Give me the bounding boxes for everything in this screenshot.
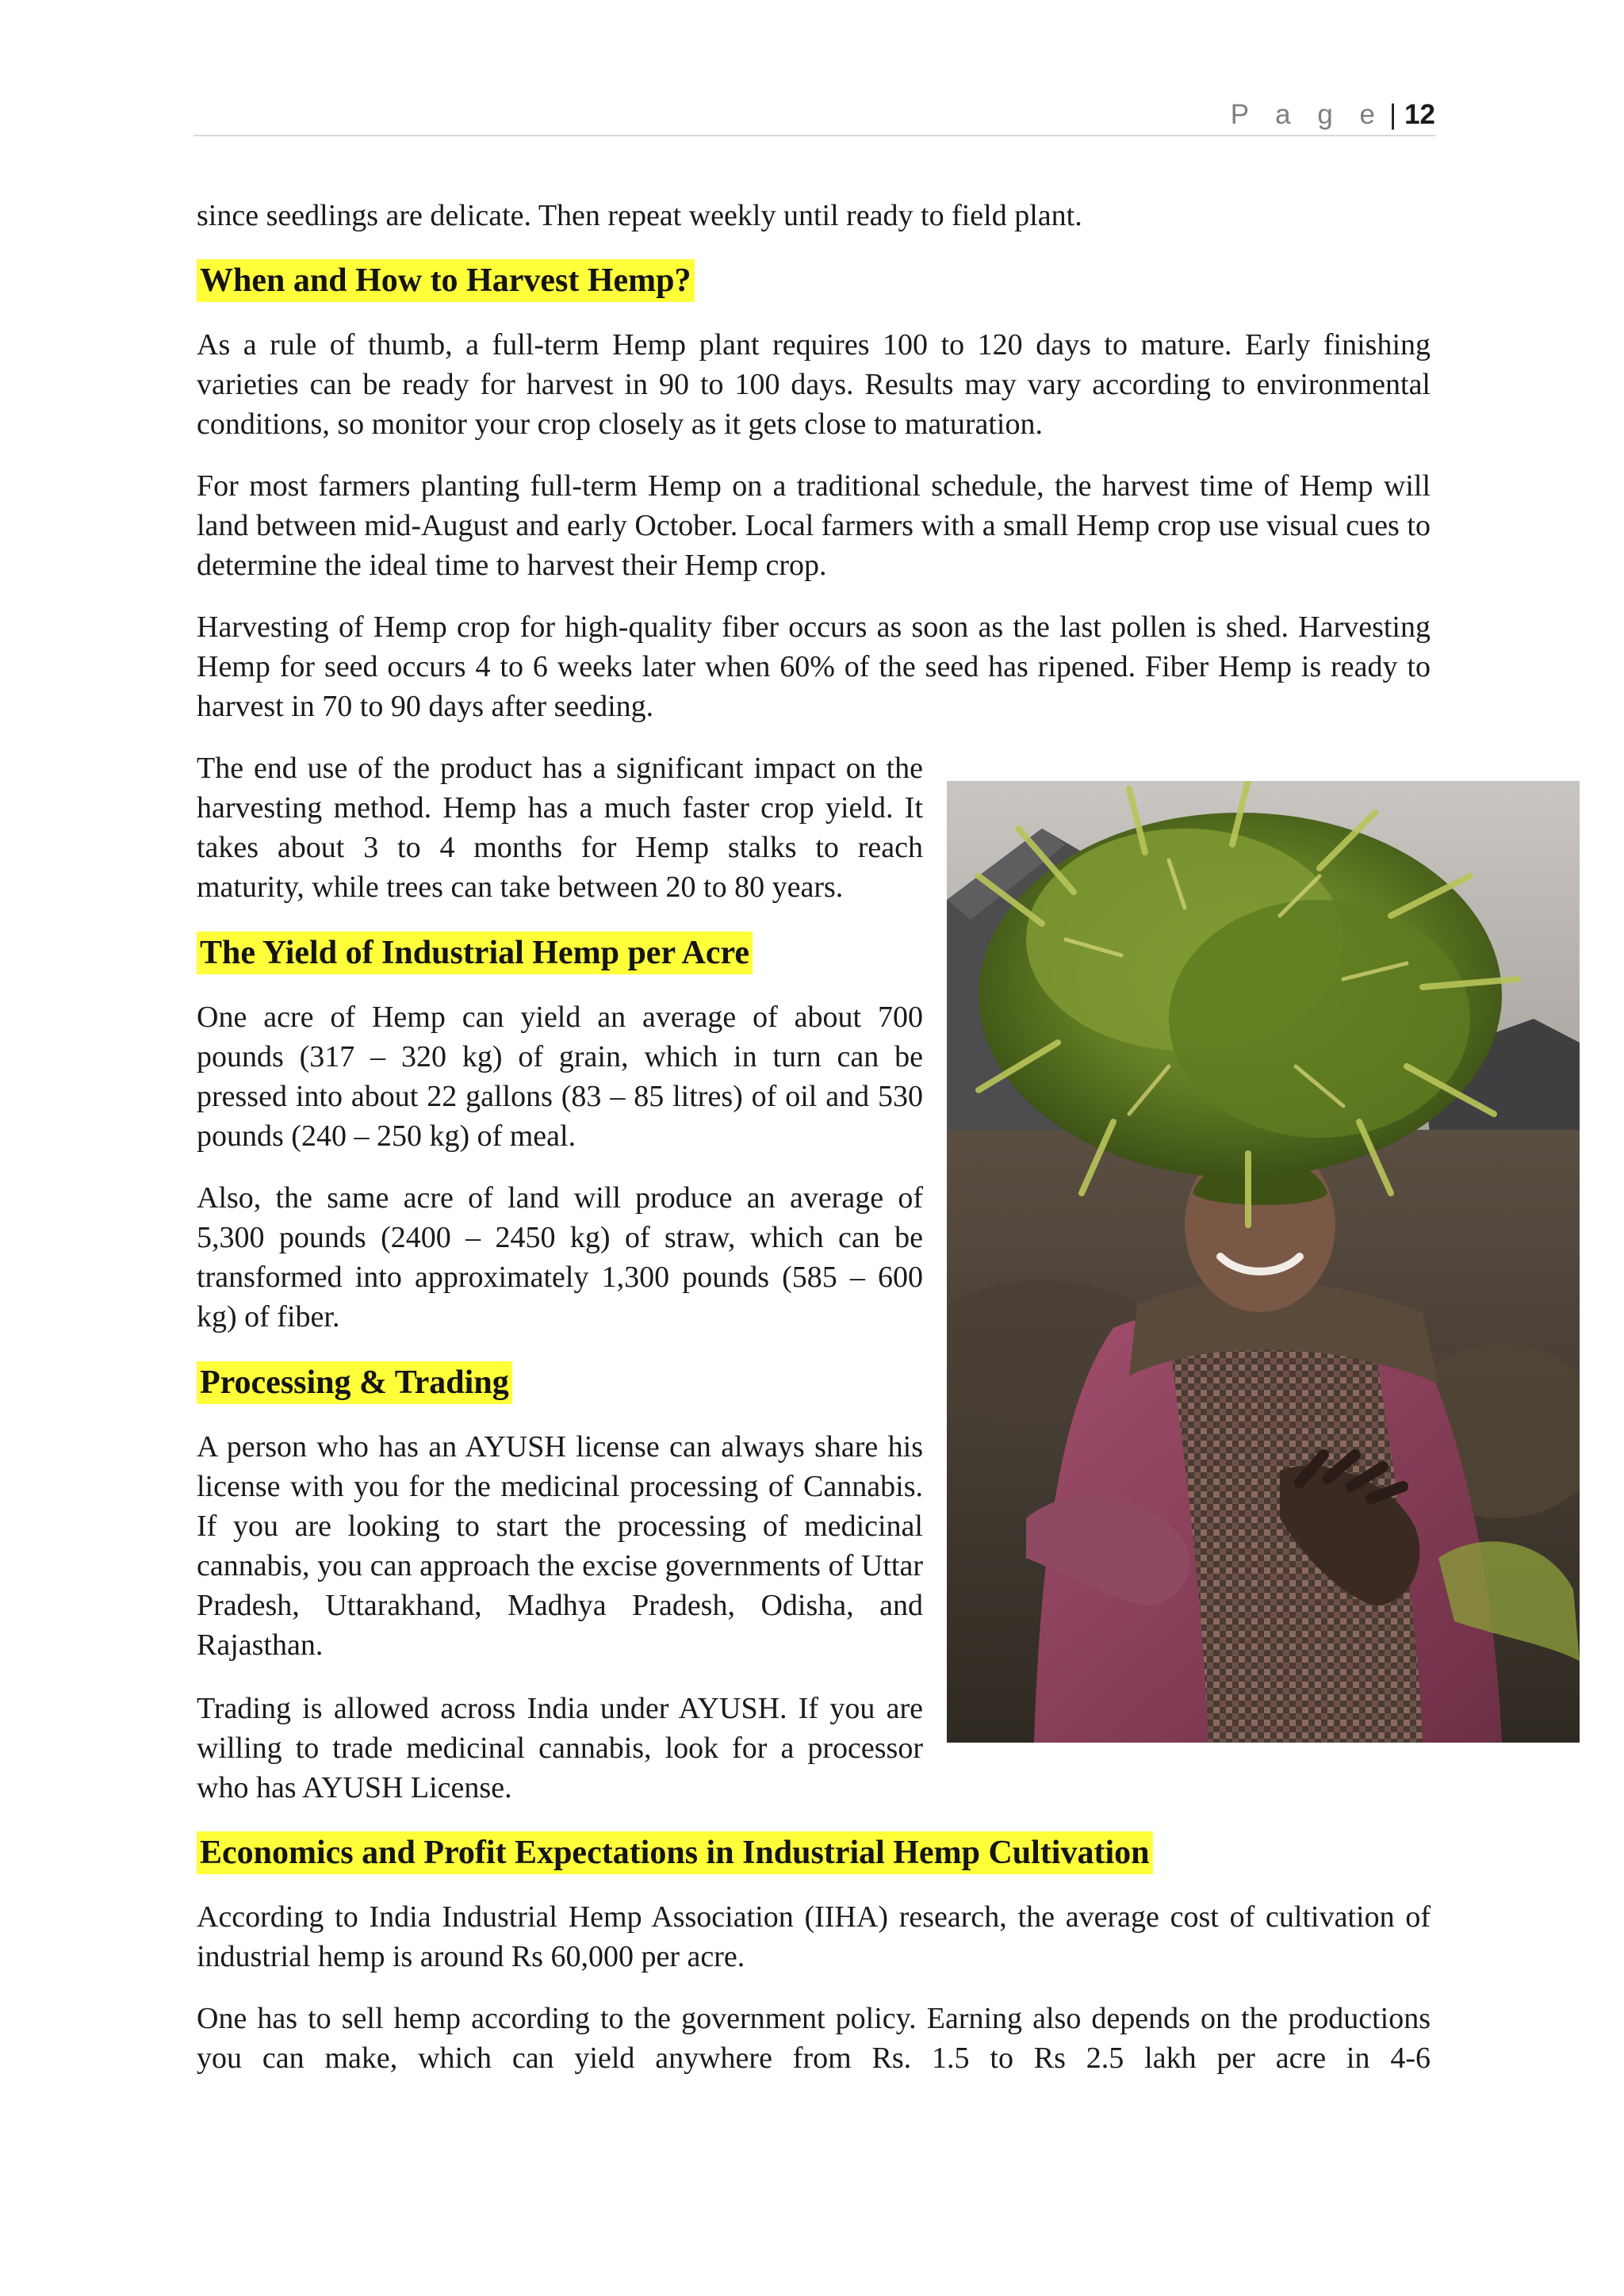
heading-yield: The Yield of Industrial Hemp per Acre: [197, 932, 753, 974]
paragraph-intro: since seedlings are delicate. Then repeat weekly until ready to field plant.: [197, 199, 1082, 232]
paragraph-harvest-fiber: Harvesting of Hemp crop for high-quality fiber occurs as soon as the last pollen is shed. Harvesting Hemp for seed occurs 4 to 6 weeks later when 60% of the seed has ripened. Fiber Hemp is ready to harvest in 70 to 90 days after seeding.: [197, 610, 1431, 723]
paragraph-harvest-time: For most farmers planting full-term Hemp on a traditional schedule, the harvest time of Hemp will land between mid-August and early October. Local farmers with a small Hemp crop use visual cues to determine the ideal time to harvest their Hemp crop.: [197, 469, 1431, 582]
photo-woman-carrying-hemp: [947, 781, 1580, 1743]
paragraph-end-use: The end use of the product has a significant impact on the harvesting method. Hemp has a much faster crop yield. It takes about 3 to 4 months for Hemp stalks to reach maturity, while trees can take between 20 to 80 years.: [197, 752, 923, 904]
paragraph-yield-straw: Also, the same acre of land will produce an average of 5,300 pounds (2400 – 2450 kg) of straw, which can be transformed into approximately 1,300 pounds (585 – 600 kg) of fiber.: [197, 1181, 923, 1334]
heading-economics: Economics and Profit Expectations in Industrial Hemp Cultivation: [197, 1831, 1153, 1874]
paragraph-ayush-license: A person who has an AYUSH license can always share his license with you for the medicinal processing of Cannabis. If you are looking to start the processing of medicinal cannabis, you can approach the excise governments of Uttar Pradesh, Uttarakhand, Madhya Pradesh, Odisha, and Rajasthan.: [197, 1430, 923, 1662]
paragraph-yield-grain: One acre of Hemp can yield an average of about 700 pounds (317 – 320 kg) of grain, which in turn can be pressed into about 22 gallons (83 – 85 litres) of oil and 530 pounds (240 – 250 kg) of meal.: [197, 1001, 923, 1153]
paragraph-maturity: As a rule of thumb, a full-term Hemp plant requires 100 to 120 days to mature. Early finishing varieties can be ready for harvest in 90 to 100 days. Results may vary according to environmental conditions, so monitor your crop closely as it gets close to maturation.: [197, 328, 1431, 441]
paragraph-earning: One has to sell hemp according to the government policy. Earning also depends on the productions you can make, which can yield anywhere from Rs. 1.5 to Rs 2.5 lakh per acre in 4-6: [197, 2002, 1431, 2075]
paragraph-trading: Trading is allowed across India under AYUSH. If you are willing to trade medicinal cannabis, look for a processor who has AYUSH License.: [197, 1692, 923, 1804]
page-number: 12: [1404, 99, 1435, 130]
heading-processing: Processing & Trading: [197, 1361, 512, 1404]
page-separator: |: [1388, 99, 1397, 130]
paragraph-cost: According to India Industrial Hemp Association (IIHA) research, the average cost of cultivation of industrial hemp is around Rs 60,000 per acre.: [197, 1900, 1431, 1973]
page-label: P a g e: [1230, 99, 1385, 130]
heading-harvest: When and How to Harvest Hemp?: [197, 259, 695, 302]
page-header: [193, 98, 1435, 136]
